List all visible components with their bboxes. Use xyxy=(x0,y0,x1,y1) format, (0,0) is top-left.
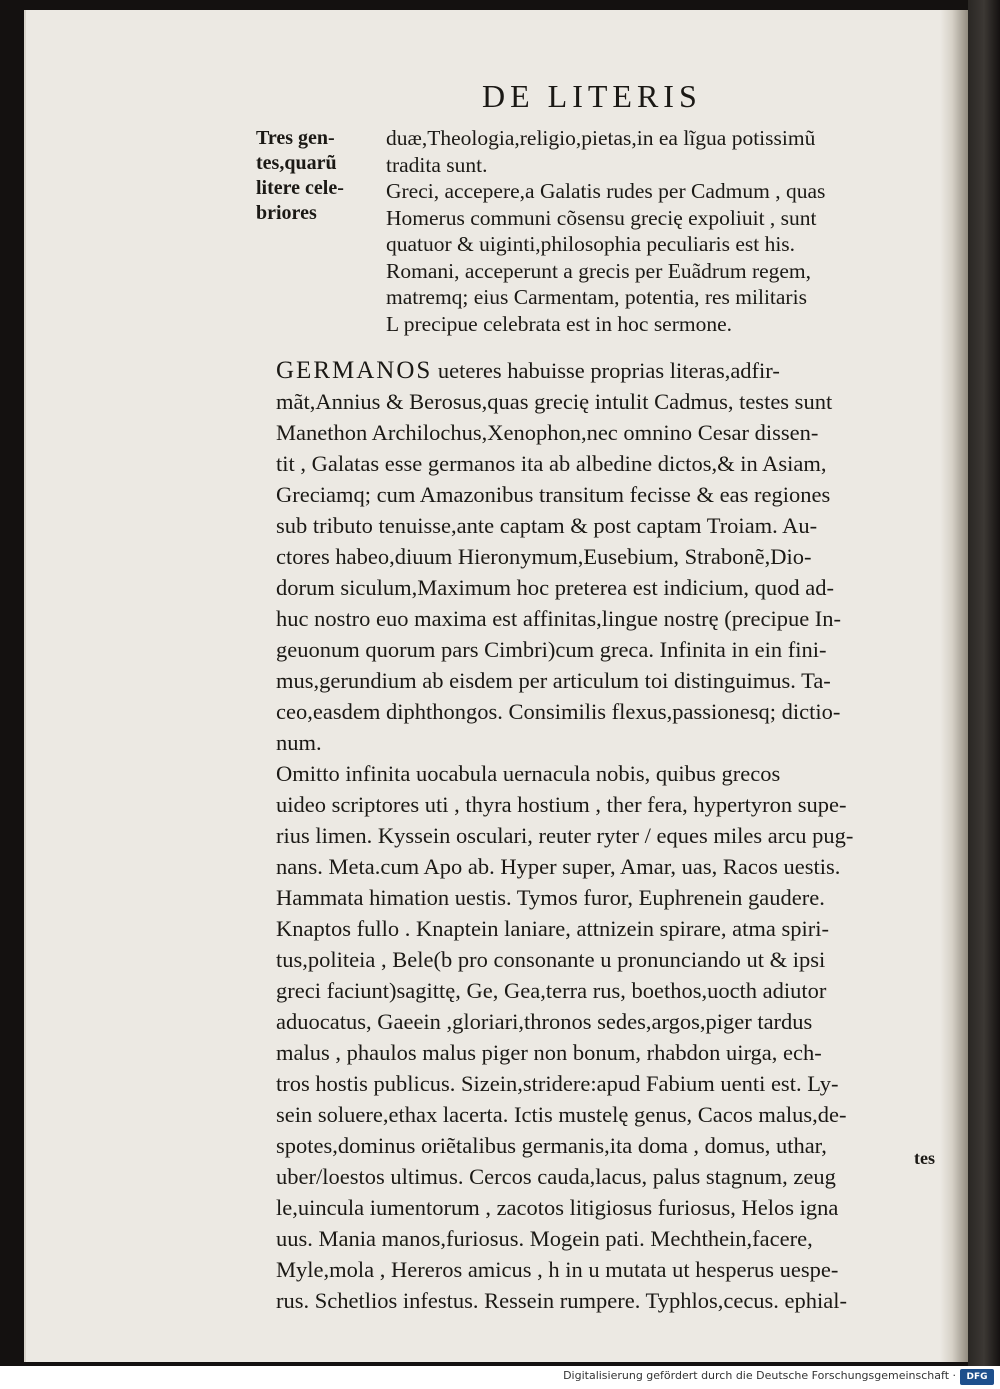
text-line: nans. Meta.cum Apo ab. Hyper super, Amar, uas, Racos uestis. xyxy=(276,854,841,879)
text-line: tit , Galatas esse germanos ita ab albedine dictos,& in Asiam, xyxy=(276,451,827,476)
text-line xyxy=(276,355,946,386)
text-line: Manethon Archilochus,Xenophon,nec omnino Cesar dissen- xyxy=(276,420,819,445)
text-line: Knaptos fullo . Knaptein laniare, attnizein spirare, atma spiri- xyxy=(276,916,829,941)
text-line: ceo,easdem diphthongos. Consimilis flexus,passionesq; dictio- xyxy=(276,699,841,724)
text-line: Homerus communi cõsensu grecię expoliuit , sunt xyxy=(386,205,817,230)
marginal-note xyxy=(256,126,376,226)
marginal-note-line: briores xyxy=(256,202,317,224)
text-line: le,uincula iumentorum , zacotos litigiosus furiosus, Helos igna xyxy=(276,1195,839,1220)
text-line: malus , phaulos malus piger non bonum, rhabdon uirga, ech- xyxy=(276,1040,822,1065)
text-line: dorum siculum,Maximum hoc preterea est indicium, quod ad- xyxy=(276,575,834,600)
footer-credit: Digitalisierung gefördert durch die Deutsche Forschungsgemeinschaft · xyxy=(563,1369,956,1382)
footer-bar xyxy=(0,1366,1000,1389)
text-line: tros hostis publicus. Sizein,stridere:apud Fabium uenti est. Ly- xyxy=(276,1071,839,1096)
text-line: rus. Schetlios infestus. Ressein rumpere. Typhlos,cecus. ephial- xyxy=(276,1288,848,1313)
marginal-note-line: tes,quarũ xyxy=(256,152,337,174)
main-body-text xyxy=(276,355,946,1316)
dfg-logo-icon: DFG xyxy=(960,1369,994,1385)
text-line: L precipue celebrata est in hoc sermone. xyxy=(386,311,733,336)
text-line: Hammata himation uestis. Tymos furor, Euphrenein gaudere. xyxy=(276,885,825,910)
text-line: ctores habeo,diuum Hieronymum,Eusebium, Strabonẽ,Dio- xyxy=(276,544,812,569)
catchword: tes xyxy=(914,1148,935,1168)
upper-paragraph xyxy=(386,125,946,337)
text-line: mãt,Annius & Berosus,quas grecię intulit Cadmus, testes sunt xyxy=(276,389,833,414)
text-line: spotes,dominus oriẽtalibus germanis,ita doma , domus, uthar, xyxy=(276,1133,827,1158)
text-line-rest: ueteres habuisse proprias literas,adfir- xyxy=(432,358,780,383)
marginal-note-line: litere cele- xyxy=(256,177,344,199)
marginal-note-line: Tres gen- xyxy=(256,127,335,149)
running-head: DE LITERIS xyxy=(482,78,702,114)
text-line: matremq; eius Carmentam, potentia, res militaris xyxy=(386,285,807,309)
text-line: tus,politeia , Bele(b pro consonante u pronunciando ut & ipsi xyxy=(276,947,826,972)
text-line: Omitto infinita uocabula uernacula nobis, quibus grecos xyxy=(276,761,781,786)
text-line: greci faciunt)sagittę, Ge, Gea,terra rus, boethos,uocth adiutor xyxy=(276,978,827,1003)
text-line: quatuor & uiginti,philosophia peculiaris est his. xyxy=(386,232,796,256)
text-line: geuonum quorum pars Cimbri)cum greca. Infinita in ein fini- xyxy=(276,637,827,662)
text-line: huc nostro euo maxima est affinitas,lingue nostrę (precipue In- xyxy=(276,606,842,631)
text-line: num. xyxy=(276,730,322,755)
book-edge xyxy=(968,0,1000,1366)
text-line: tradita sunt. xyxy=(386,152,488,177)
text-line: Greci, accepere,a Galatis rudes per Cadmum , quas xyxy=(386,179,826,203)
text-line: duæ,Theologia,religio,pietas,in ea lĩgua potissimũ xyxy=(386,126,816,150)
text-line: Myle,mola , Hereros amicus , h in u mutata ut hesperus uespe- xyxy=(276,1257,839,1282)
text-line: uus. Mania manos,furiosus. Mogein pati. Mechthein,facere, xyxy=(276,1226,813,1251)
text-line: uber/loestos ultimus. Cercos cauda,lacus, palus stagnum, zeug xyxy=(276,1164,836,1189)
text-line: Romani, acceperunt a grecis per Euãdrum regem, xyxy=(386,258,812,283)
text-line: sein soluere,ethax lacerta. Ictis mustelę genus, Cacos malus,de- xyxy=(276,1102,847,1127)
text-line: aduocatus, Gaeein ,gloriari,thronos sedes,argos,piger tardus xyxy=(276,1009,813,1034)
text-line: uideo scriptores uti , thyra hostium , ther fera, hypertyron supe- xyxy=(276,792,847,817)
text-line: Greciamq; cum Amazonibus transitum fecisse & eas regiones xyxy=(276,482,831,507)
text-line: mus,gerundium ab eisdem per articulum toi distinguimus. Ta- xyxy=(276,668,831,693)
text-line: rius limen. Kyssein osculari, reuter ryter / eques miles arcu pug- xyxy=(276,823,854,848)
lead-word: GERMANOS xyxy=(276,357,433,384)
text-line: sub tributo tenuisse,ante captam & post captam Troiam. Au- xyxy=(276,513,818,538)
